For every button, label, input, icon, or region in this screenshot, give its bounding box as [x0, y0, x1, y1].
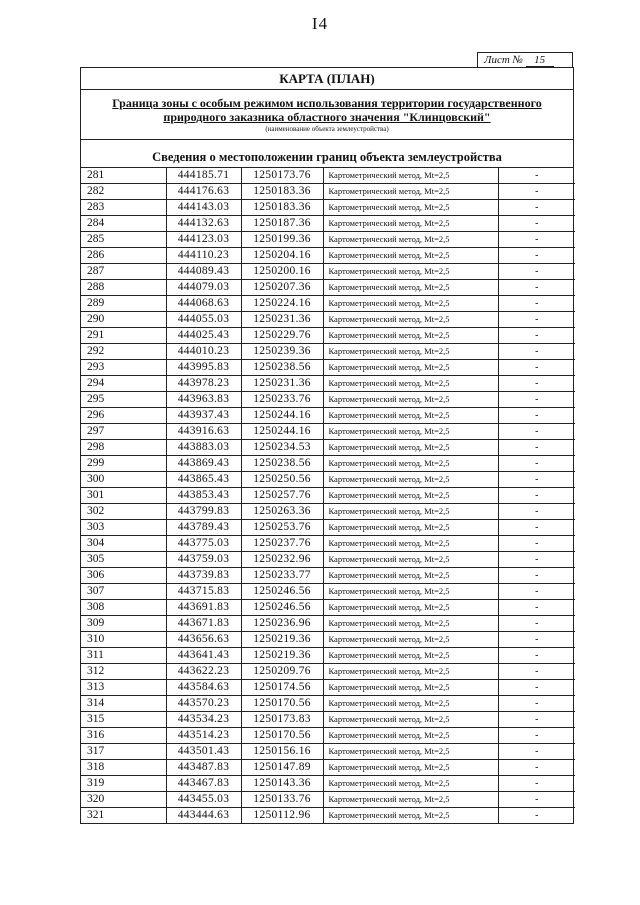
x-coordinate-cell: 443501.43: [166, 744, 241, 760]
method-cell: Картометрический метод, Mt=2,5: [323, 712, 498, 728]
method-cell: Картометрический метод, Mt=2,5: [323, 376, 498, 392]
y-coordinate-cell: 1250246.56: [241, 584, 323, 600]
method-cell: Картометрический метод, Mt=2,5: [323, 760, 498, 776]
y-coordinate-cell: 1250238.56: [241, 456, 323, 472]
x-coordinate-cell: 443534.23: [166, 712, 241, 728]
table-row: [81, 440, 575, 456]
point-number-cell: 313: [81, 680, 166, 696]
point-number-cell: 281: [81, 168, 166, 184]
method-cell: Картометрический метод, Mt=2,5: [323, 616, 498, 632]
x-coordinate-cell: 443641.43: [166, 648, 241, 664]
x-coordinate-cell: 444068.63: [166, 296, 241, 312]
description-cell: -: [498, 472, 575, 488]
point-number-cell: 319: [81, 776, 166, 792]
table-row: [81, 264, 575, 280]
table-row: [81, 760, 575, 776]
object-name-line-1: Граница зоны с особым режимом использования территории государственного: [112, 96, 542, 110]
table-row: [81, 568, 575, 584]
y-coordinate-cell: 1250239.36: [241, 344, 323, 360]
table-row: [81, 520, 575, 536]
table-row: [81, 648, 575, 664]
y-coordinate-cell: 1250238.56: [241, 360, 323, 376]
method-cell: Картометрический метод, Mt=2,5: [323, 248, 498, 264]
point-number-cell: 304: [81, 536, 166, 552]
x-coordinate-cell: 443853.43: [166, 488, 241, 504]
description-cell: -: [498, 680, 575, 696]
description-cell: -: [498, 440, 575, 456]
y-coordinate-cell: 1250253.76: [241, 520, 323, 536]
table-row: [81, 600, 575, 616]
x-coordinate-cell: 443937.43: [166, 408, 241, 424]
x-coordinate-cell: 444110.23: [166, 248, 241, 264]
x-coordinate-cell: 443715.83: [166, 584, 241, 600]
point-number-cell: 310: [81, 632, 166, 648]
point-number-cell: 296: [81, 408, 166, 424]
method-cell: Картометрический метод, Mt=2,5: [323, 744, 498, 760]
y-coordinate-cell: 1250143.36: [241, 776, 323, 792]
form-title: КАРТА (ПЛАН): [81, 68, 573, 90]
x-coordinate-cell: 444055.03: [166, 312, 241, 328]
method-cell: Картометрический метод, Mt=2,5: [323, 408, 498, 424]
point-number-cell: 299: [81, 456, 166, 472]
x-coordinate-cell: 443739.83: [166, 568, 241, 584]
table-row: [81, 504, 575, 520]
description-cell: -: [498, 504, 575, 520]
description-cell: -: [498, 632, 575, 648]
description-cell: -: [498, 552, 575, 568]
x-coordinate-cell: 443455.03: [166, 792, 241, 808]
x-coordinate-cell: 444132.63: [166, 216, 241, 232]
table-row: [81, 280, 575, 296]
method-cell: Картометрический метод, Mt=2,5: [323, 568, 498, 584]
description-cell: -: [498, 392, 575, 408]
table-row: [81, 696, 575, 712]
x-coordinate-cell: 444176.63: [166, 184, 241, 200]
y-coordinate-cell: 1250147.89: [241, 760, 323, 776]
table-row: [81, 312, 575, 328]
point-number-cell: 312: [81, 664, 166, 680]
point-number-cell: 288: [81, 280, 166, 296]
method-cell: Картометрический метод, Mt=2,5: [323, 776, 498, 792]
y-coordinate-cell: 1250244.16: [241, 408, 323, 424]
table-row: [81, 776, 575, 792]
object-name-block: [81, 90, 573, 140]
description-cell: -: [498, 360, 575, 376]
description-cell: -: [498, 664, 575, 680]
y-coordinate-cell: 1250170.56: [241, 696, 323, 712]
x-coordinate-cell: 443978.23: [166, 376, 241, 392]
y-coordinate-cell: 1250204.16: [241, 248, 323, 264]
y-coordinate-cell: 1250263.36: [241, 504, 323, 520]
point-number-cell: 307: [81, 584, 166, 600]
table-row: [81, 328, 575, 344]
point-number-cell: 292: [81, 344, 166, 360]
y-coordinate-cell: 1250246.56: [241, 600, 323, 616]
x-coordinate-cell: 443916.63: [166, 424, 241, 440]
description-cell: -: [498, 344, 575, 360]
x-coordinate-cell: 444185.71: [166, 168, 241, 184]
method-cell: Картометрический метод, Mt=2,5: [323, 632, 498, 648]
method-cell: Картометрический метод, Mt=2,5: [323, 296, 498, 312]
page-number: I4: [311, 14, 329, 33]
point-number-cell: 284: [81, 216, 166, 232]
description-cell: -: [498, 312, 575, 328]
point-number-cell: 321: [81, 808, 166, 824]
table-row: [81, 616, 575, 632]
y-coordinate-cell: 1250183.36: [241, 184, 323, 200]
method-cell: Картометрический метод, Mt=2,5: [323, 584, 498, 600]
method-cell: Картометрический метод, Mt=2,5: [323, 184, 498, 200]
x-coordinate-cell: 444079.03: [166, 280, 241, 296]
x-coordinate-cell: 443799.83: [166, 504, 241, 520]
method-cell: Картометрический метод, Mt=2,5: [323, 504, 498, 520]
point-number-cell: 315: [81, 712, 166, 728]
table-row: [81, 424, 575, 440]
point-number-cell: 291: [81, 328, 166, 344]
table-row: [81, 552, 575, 568]
method-cell: Картометрический метод, Mt=2,5: [323, 728, 498, 744]
description-cell: -: [498, 328, 575, 344]
point-number-cell: 305: [81, 552, 166, 568]
table-row: [81, 184, 575, 200]
point-number-cell: 285: [81, 232, 166, 248]
y-coordinate-cell: 1250183.36: [241, 200, 323, 216]
description-cell: -: [498, 648, 575, 664]
y-coordinate-cell: 1250231.36: [241, 312, 323, 328]
description-cell: -: [498, 520, 575, 536]
x-coordinate-cell: 443514.23: [166, 728, 241, 744]
table-row: [81, 488, 575, 504]
description-cell: -: [498, 616, 575, 632]
table-row: [81, 248, 575, 264]
point-number-cell: 297: [81, 424, 166, 440]
x-coordinate-cell: 443775.03: [166, 536, 241, 552]
point-number-cell: 287: [81, 264, 166, 280]
x-coordinate-cell: 443467.83: [166, 776, 241, 792]
point-number-cell: 283: [81, 200, 166, 216]
table-row: [81, 584, 575, 600]
y-coordinate-cell: 1250219.36: [241, 648, 323, 664]
description-cell: -: [498, 712, 575, 728]
description-cell: -: [498, 376, 575, 392]
x-coordinate-cell: 443570.23: [166, 696, 241, 712]
x-coordinate-cell: 443444.63: [166, 808, 241, 824]
point-number-cell: 289: [81, 296, 166, 312]
point-number-cell: 318: [81, 760, 166, 776]
description-cell: -: [498, 184, 575, 200]
sheet-number-box: [477, 52, 573, 67]
x-coordinate-cell: 444143.03: [166, 200, 241, 216]
y-coordinate-cell: 1250231.36: [241, 376, 323, 392]
description-cell: -: [498, 808, 575, 824]
y-coordinate-cell: 1250237.76: [241, 536, 323, 552]
table-row: [81, 168, 575, 184]
y-coordinate-cell: 1250233.76: [241, 392, 323, 408]
x-coordinate-cell: 443584.63: [166, 680, 241, 696]
x-coordinate-cell: 443869.43: [166, 456, 241, 472]
method-cell: Картометрический метод, Mt=2,5: [323, 200, 498, 216]
table-row: [81, 360, 575, 376]
description-cell: -: [498, 568, 575, 584]
method-cell: Картометрический метод, Mt=2,5: [323, 392, 498, 408]
y-coordinate-cell: 1250250.56: [241, 472, 323, 488]
table-row: [81, 680, 575, 696]
description-cell: -: [498, 600, 575, 616]
table-row: [81, 792, 575, 808]
y-coordinate-cell: 1250229.76: [241, 328, 323, 344]
description-cell: -: [498, 232, 575, 248]
y-coordinate-cell: 1250232.96: [241, 552, 323, 568]
y-coordinate-cell: 1250257.76: [241, 488, 323, 504]
description-cell: -: [498, 168, 575, 184]
map-plan-form: [80, 67, 574, 824]
method-cell: Картометрический метод, Mt=2,5: [323, 312, 498, 328]
y-coordinate-cell: 1250133.76: [241, 792, 323, 808]
table-row: [81, 472, 575, 488]
object-name-caption: (наименование объекта землеустройства): [265, 125, 389, 133]
description-cell: -: [498, 488, 575, 504]
point-number-cell: 300: [81, 472, 166, 488]
method-cell: Картометрический метод, Mt=2,5: [323, 232, 498, 248]
table-row: [81, 216, 575, 232]
object-name-line-2: природного заказника областного значения "Клинцовский": [163, 110, 491, 124]
y-coordinate-cell: 1250209.76: [241, 664, 323, 680]
y-coordinate-cell: 1250236.96: [241, 616, 323, 632]
x-coordinate-cell: 444123.03: [166, 232, 241, 248]
description-cell: -: [498, 424, 575, 440]
y-coordinate-cell: 1250174.56: [241, 680, 323, 696]
table-row: [81, 344, 575, 360]
sheet-number: 15: [526, 55, 554, 67]
table-row: [81, 392, 575, 408]
y-coordinate-cell: 1250234.53: [241, 440, 323, 456]
y-coordinate-cell: 1250199.36: [241, 232, 323, 248]
description-cell: -: [498, 584, 575, 600]
method-cell: Картометрический метод, Mt=2,5: [323, 664, 498, 680]
method-cell: Картометрический метод, Mt=2,5: [323, 280, 498, 296]
table-row: [81, 744, 575, 760]
description-cell: -: [498, 264, 575, 280]
description-cell: -: [498, 760, 575, 776]
y-coordinate-cell: 1250170.56: [241, 728, 323, 744]
sheet-label: Лист №: [484, 54, 523, 66]
y-coordinate-cell: 1250219.36: [241, 632, 323, 648]
method-cell: Картометрический метод, Mt=2,5: [323, 264, 498, 280]
y-coordinate-cell: 1250207.36: [241, 280, 323, 296]
point-number-cell: 293: [81, 360, 166, 376]
x-coordinate-cell: 443995.83: [166, 360, 241, 376]
point-number-cell: 295: [81, 392, 166, 408]
description-cell: -: [498, 248, 575, 264]
method-cell: Картометрический метод, Mt=2,5: [323, 808, 498, 824]
point-number-cell: 311: [81, 648, 166, 664]
point-number-cell: 286: [81, 248, 166, 264]
y-coordinate-cell: 1250200.16: [241, 264, 323, 280]
description-cell: -: [498, 696, 575, 712]
method-cell: Картометрический метод, Mt=2,5: [323, 600, 498, 616]
y-coordinate-cell: 1250156.16: [241, 744, 323, 760]
point-number-cell: 302: [81, 504, 166, 520]
y-coordinate-cell: 1250112.96: [241, 808, 323, 824]
table-row: [81, 664, 575, 680]
y-coordinate-cell: 1250173.83: [241, 712, 323, 728]
method-cell: Картометрический метод, Mt=2,5: [323, 648, 498, 664]
point-number-cell: 294: [81, 376, 166, 392]
table-row: [81, 408, 575, 424]
x-coordinate-cell: 443487.83: [166, 760, 241, 776]
x-coordinate-cell: 443671.83: [166, 616, 241, 632]
method-cell: Картометрический метод, Mt=2,5: [323, 488, 498, 504]
table-row: [81, 376, 575, 392]
method-cell: Картометрический метод, Mt=2,5: [323, 456, 498, 472]
boundary-points-body: [81, 168, 575, 823]
method-cell: Картометрический метод, Mt=2,5: [323, 552, 498, 568]
table-row: [81, 232, 575, 248]
point-number-cell: 306: [81, 568, 166, 584]
point-number-cell: 314: [81, 696, 166, 712]
x-coordinate-cell: 443883.03: [166, 440, 241, 456]
method-cell: Картометрический метод, Mt=2,5: [323, 680, 498, 696]
description-cell: -: [498, 200, 575, 216]
method-cell: Картометрический метод, Mt=2,5: [323, 520, 498, 536]
method-cell: Картометрический метод, Mt=2,5: [323, 424, 498, 440]
x-coordinate-cell: 443963.83: [166, 392, 241, 408]
x-coordinate-cell: 443789.43: [166, 520, 241, 536]
table-row: [81, 200, 575, 216]
description-cell: -: [498, 456, 575, 472]
table-row: [81, 728, 575, 744]
table-row: [81, 712, 575, 728]
table-row: [81, 296, 575, 312]
y-coordinate-cell: 1250224.16: [241, 296, 323, 312]
method-cell: Картометрический метод, Mt=2,5: [323, 536, 498, 552]
y-coordinate-cell: 1250244.16: [241, 424, 323, 440]
table-row: [81, 456, 575, 472]
method-cell: Картометрический метод, Mt=2,5: [323, 792, 498, 808]
point-number-cell: 317: [81, 744, 166, 760]
point-number-cell: 290: [81, 312, 166, 328]
method-cell: Картометрический метод, Mt=2,5: [323, 696, 498, 712]
boundary-points-table: [81, 168, 575, 823]
method-cell: Картометрический метод, Mt=2,5: [323, 216, 498, 232]
description-cell: -: [498, 280, 575, 296]
y-coordinate-cell: 1250187.36: [241, 216, 323, 232]
y-coordinate-cell: 1250173.76: [241, 168, 323, 184]
x-coordinate-cell: 443865.43: [166, 472, 241, 488]
table-row: [81, 632, 575, 648]
point-number-cell: 309: [81, 616, 166, 632]
description-cell: -: [498, 776, 575, 792]
description-cell: -: [498, 296, 575, 312]
point-number-cell: 301: [81, 488, 166, 504]
method-cell: Картометрический метод, Mt=2,5: [323, 328, 498, 344]
point-number-cell: 282: [81, 184, 166, 200]
description-cell: -: [498, 536, 575, 552]
section-title: Сведения о местоположении границ объекта землеустройства: [81, 140, 573, 168]
x-coordinate-cell: 444010.23: [166, 344, 241, 360]
x-coordinate-cell: 443622.23: [166, 664, 241, 680]
description-cell: -: [498, 792, 575, 808]
method-cell: Картометрический метод, Mt=2,5: [323, 344, 498, 360]
x-coordinate-cell: 443691.83: [166, 600, 241, 616]
table-row: [81, 808, 575, 824]
method-cell: Картометрический метод, Mt=2,5: [323, 472, 498, 488]
x-coordinate-cell: 444089.43: [166, 264, 241, 280]
point-number-cell: 316: [81, 728, 166, 744]
point-number-cell: 320: [81, 792, 166, 808]
point-number-cell: 298: [81, 440, 166, 456]
description-cell: -: [498, 728, 575, 744]
y-coordinate-cell: 1250233.77: [241, 568, 323, 584]
method-cell: Картометрический метод, Mt=2,5: [323, 440, 498, 456]
x-coordinate-cell: 443759.03: [166, 552, 241, 568]
point-number-cell: 308: [81, 600, 166, 616]
point-number-cell: 303: [81, 520, 166, 536]
x-coordinate-cell: 443656.63: [166, 632, 241, 648]
description-cell: -: [498, 216, 575, 232]
description-cell: -: [498, 408, 575, 424]
table-row: [81, 536, 575, 552]
x-coordinate-cell: 444025.43: [166, 328, 241, 344]
description-cell: -: [498, 744, 575, 760]
method-cell: Картометрический метод, Mt=2,5: [323, 168, 498, 184]
method-cell: Картометрический метод, Mt=2,5: [323, 360, 498, 376]
